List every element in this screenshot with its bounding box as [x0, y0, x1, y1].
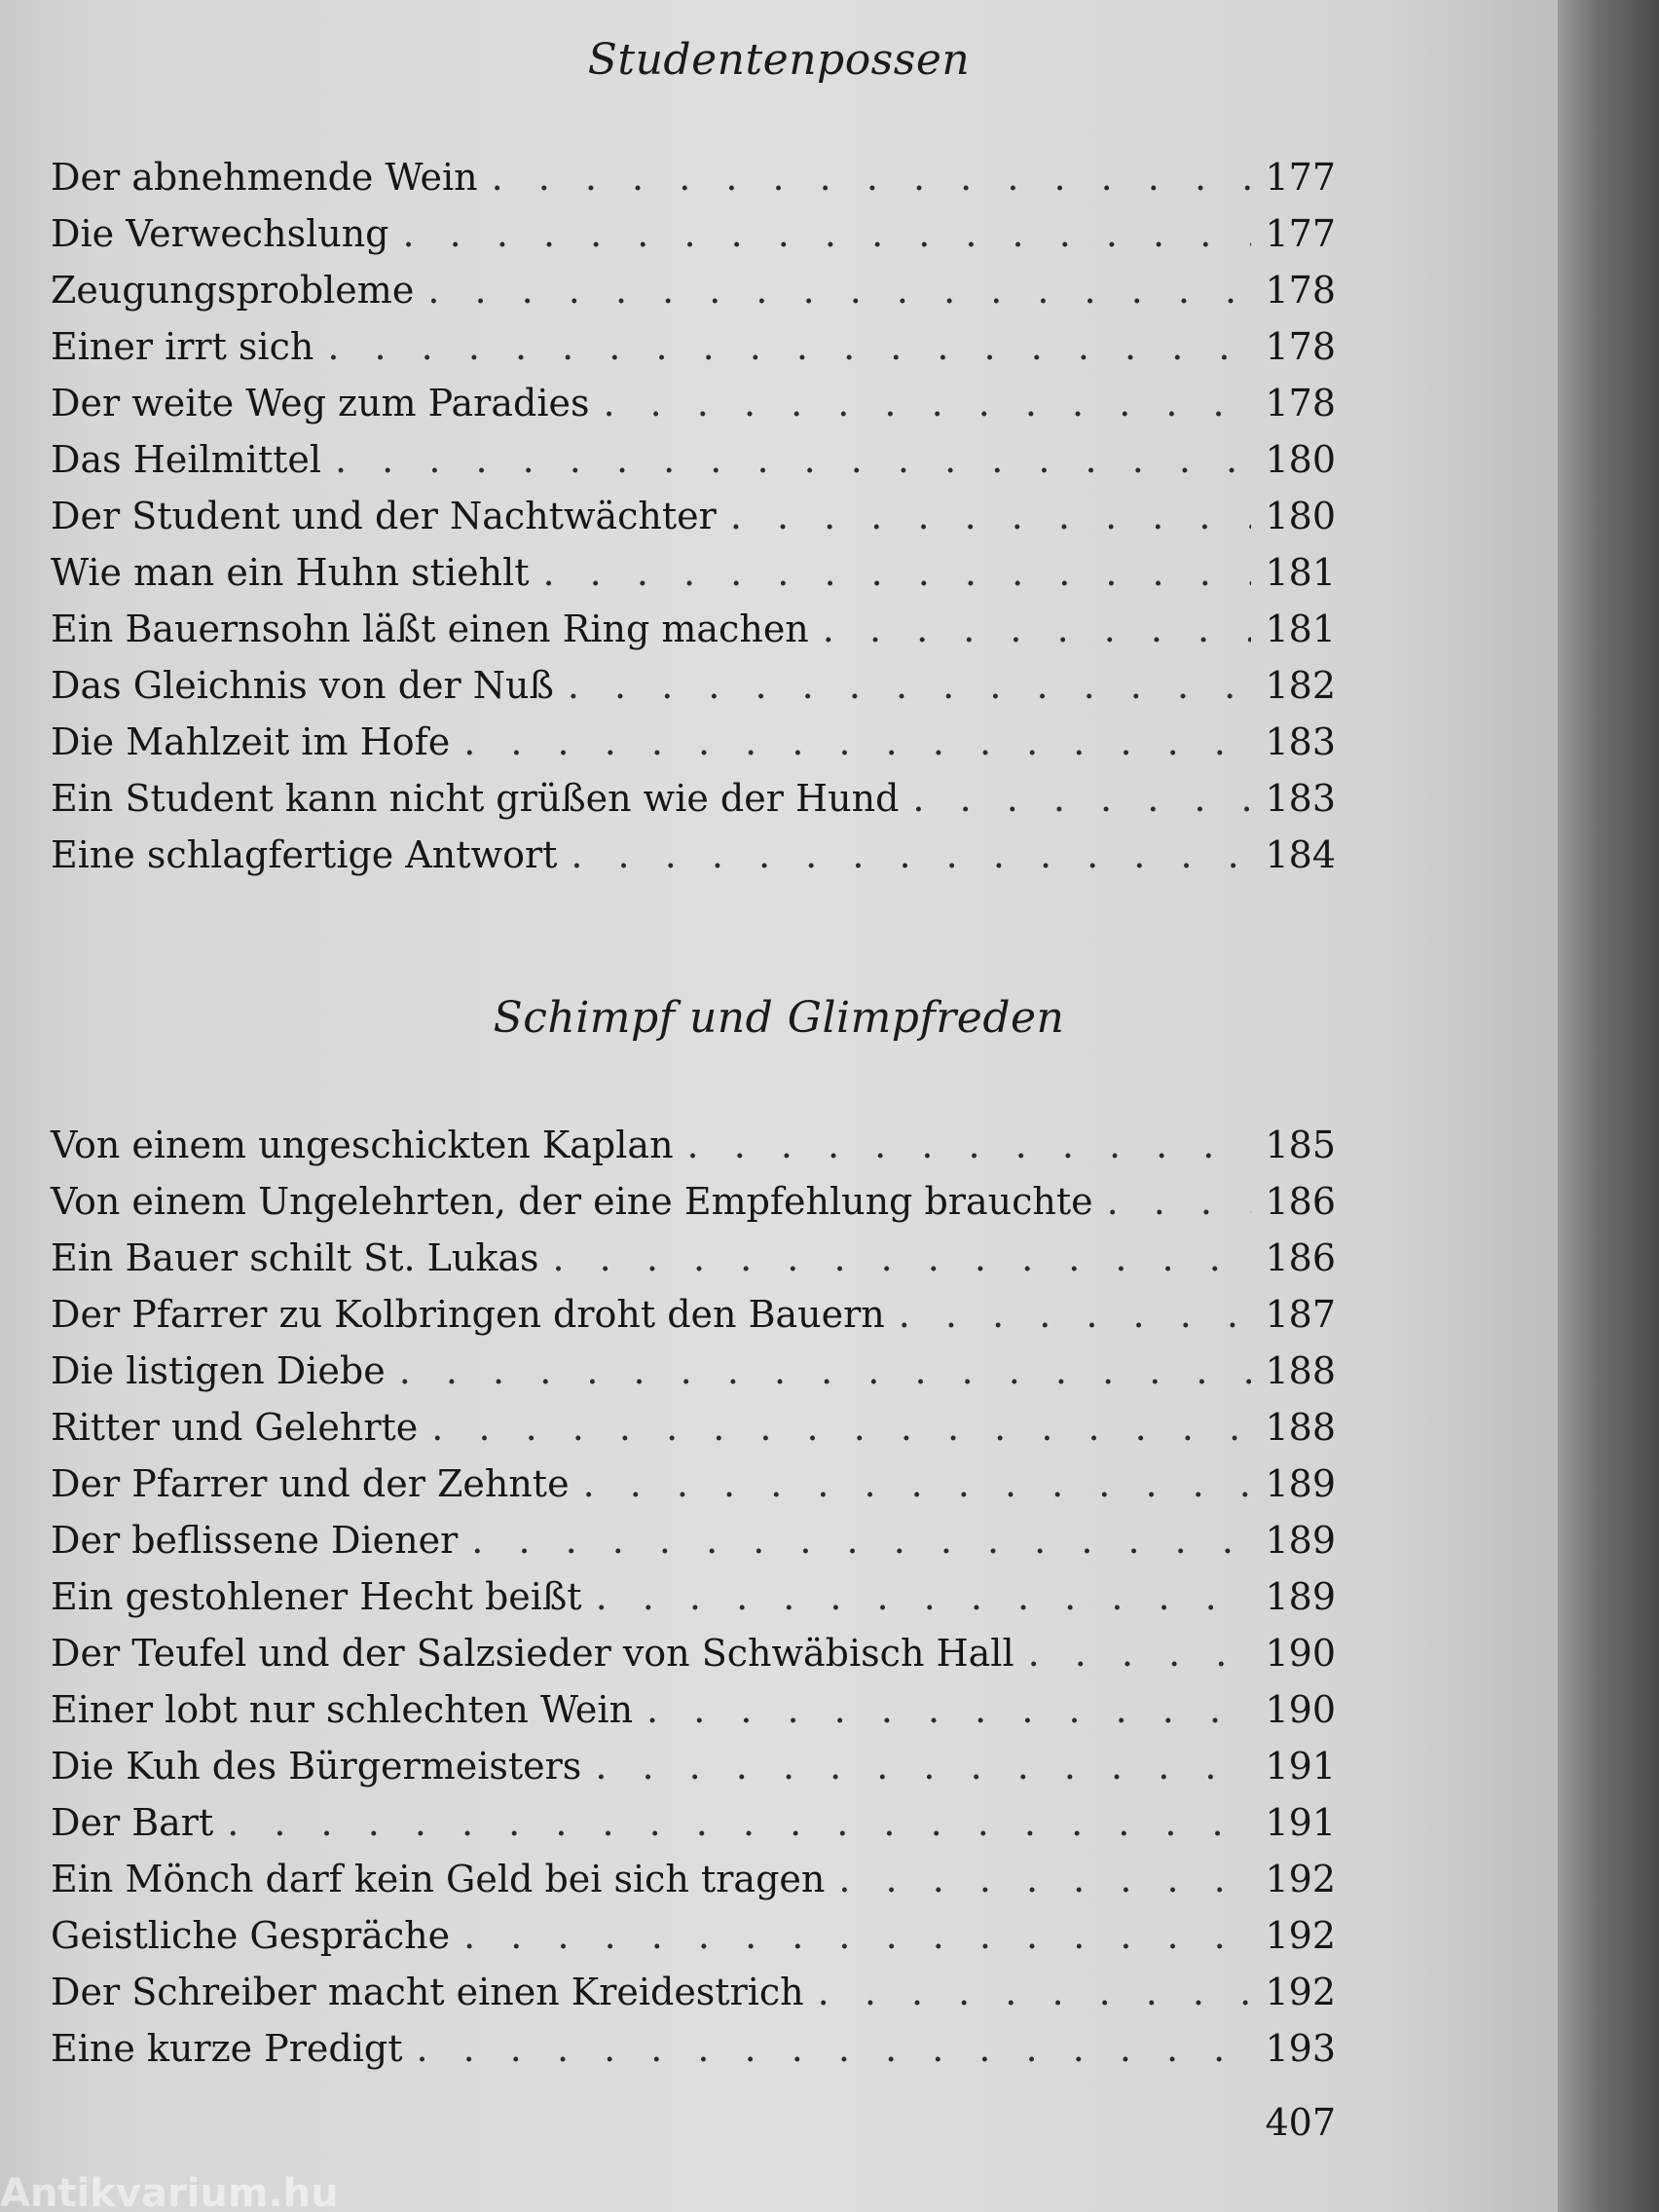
toc-entry-title: Die Mahlzeit im Hofe: [51, 720, 451, 763]
toc-entry-title: Einer irrt sich: [51, 325, 314, 368]
toc-entry-page: 192: [1265, 1971, 1336, 2013]
toc-entry-title: Eine schlagfertige Antwort: [51, 833, 558, 876]
toc-entry: [51, 713, 1336, 763]
toc-entry-title: Der beflissene Diener: [51, 1519, 459, 1562]
toc-entry-title: Ein Mönch darf kein Geld bei sich tragen: [51, 1858, 826, 1900]
toc-entry: [51, 1511, 1336, 1562]
toc-entry: [51, 487, 1336, 537]
toc-entry-title: Der Pfarrer zu Kolbringen droht den Bauern: [51, 1293, 885, 1336]
toc-entry: [51, 1624, 1336, 1675]
toc-leader-dots: [1107, 1180, 1252, 1223]
toc-entry-page: 184: [1265, 833, 1336, 876]
toc-leader-dots: [838, 1858, 1251, 1900]
toc-entry-page: 189: [1265, 1519, 1336, 1562]
toc-entry-title: Ein Bauer schilt St. Lukas: [51, 1236, 539, 1279]
toc-entry-title: Von einem Ungelehrten, der eine Empfehlung brauchte: [51, 1180, 1093, 1223]
toc-entry-page: 181: [1265, 608, 1336, 650]
toc-entry: [51, 261, 1336, 312]
toc-leader-dots: [399, 1349, 1252, 1392]
toc-entry-title: Eine kurze Predigt: [51, 2027, 403, 2070]
watermark: Antikvarium.hu: [0, 2171, 339, 2212]
section-heading-studentenpossen: Studentenpossen: [587, 35, 971, 85]
toc-entry-page: 178: [1265, 269, 1336, 312]
toc-entry-page: 183: [1265, 777, 1336, 820]
toc-leader-dots: [687, 1124, 1252, 1166]
toc-entry-page: 193: [1265, 2027, 1336, 2070]
toc-entry: [51, 1680, 1336, 1731]
toc-entry-title: Die Kuh des Bürgermeisters: [51, 1745, 582, 1788]
toc-leader-dots: [818, 1971, 1252, 2013]
toc-entry-title: Die Verwechslung: [51, 212, 389, 255]
toc-entry-page: 178: [1265, 325, 1336, 368]
toc-entry: [51, 317, 1336, 368]
toc-entry-page: 189: [1265, 1462, 1336, 1505]
toc-entry: [51, 600, 1336, 650]
toc-entry-title: Ein Student kann nicht grüßen wie der Hund: [51, 777, 900, 820]
section-heading-schimpf-und-glimpfreden: Schimpf und Glimpfreden: [493, 993, 1065, 1043]
toc-entry: [51, 1963, 1336, 2013]
toc-entry-title: Zeugungsprobleme: [51, 269, 415, 312]
toc-entry: [51, 1398, 1336, 1449]
toc-leader-dots: [463, 720, 1251, 763]
toc-entry: [51, 204, 1336, 255]
toc-entry-page: 180: [1265, 495, 1336, 537]
toc-entry-page: 192: [1265, 1914, 1336, 1957]
toc-leader-dots: [553, 1236, 1252, 1279]
book-edge-shadow: [1558, 0, 1659, 2212]
toc-entry-page: 189: [1265, 1575, 1336, 1618]
toc-entry: [51, 1172, 1336, 1223]
toc-entry-page: 188: [1265, 1406, 1336, 1449]
toc-leader-dots: [730, 495, 1252, 537]
toc-leader-dots: [595, 1745, 1251, 1788]
toc-entry: [51, 148, 1336, 199]
toc-leader-dots: [471, 1519, 1251, 1562]
toc-entry-page: 188: [1265, 1349, 1336, 1392]
toc-leader-dots: [403, 212, 1252, 255]
toc-entry: [51, 1567, 1336, 1618]
toc-leader-dots: [568, 664, 1252, 707]
toc-entry: [51, 1285, 1336, 1336]
toc-leader-dots: [912, 777, 1251, 820]
toc-leader-dots: [431, 1406, 1251, 1449]
toc-entry: [51, 2019, 1336, 2070]
toc-entry-title: Geistliche Gespräche: [51, 1914, 451, 1957]
toc-leader-dots: [571, 833, 1251, 876]
toc-leader-dots: [1028, 1632, 1252, 1675]
toc-leader-dots: [646, 1688, 1251, 1731]
toc-entry-page: 182: [1265, 664, 1336, 707]
toc-leader-dots: [899, 1293, 1252, 1336]
toc-entry-page: 177: [1265, 156, 1336, 199]
toc-leader-dots: [327, 325, 1251, 368]
toc-entry-page: 185: [1265, 1124, 1336, 1166]
toc-entry-title: Ein gestohlener Hecht beißt: [51, 1575, 582, 1618]
toc-entry: [51, 656, 1336, 707]
toc-entry-page: 178: [1265, 382, 1336, 424]
toc-entry-title: Der Teufel und der Salzsieder von Schwäbisch Hall: [51, 1632, 1014, 1675]
toc-entry-page: 187: [1265, 1293, 1336, 1336]
toc-entry-title: Die listigen Diebe: [51, 1349, 386, 1392]
toc-entry-title: Der weite Weg zum Paradies: [51, 382, 590, 424]
toc-entry-title: Das Heilmittel: [51, 438, 322, 481]
toc-entry: [51, 543, 1336, 594]
toc-entry: [51, 1455, 1336, 1505]
toc-leader-dots: [492, 156, 1252, 199]
toc-entry-title: Der Student und der Nachtwächter: [51, 495, 717, 537]
toc-entry-title: Ein Bauernsohn läßt einen Ring machen: [51, 608, 809, 650]
toc-leader-dots: [427, 269, 1251, 312]
toc-entry-page: 190: [1265, 1688, 1336, 1731]
toc-entry-page: 180: [1265, 438, 1336, 481]
toc-leader-dots: [335, 438, 1251, 481]
toc-leader-dots: [823, 608, 1252, 650]
toc-entry: [51, 1116, 1336, 1166]
toc-entry-page: 192: [1265, 1858, 1336, 1900]
toc-entry-page: 191: [1265, 1745, 1336, 1788]
toc-entry-title: Der Bart: [51, 1801, 214, 1844]
toc-entry: [51, 1793, 1336, 1844]
toc-entry: [51, 1737, 1336, 1788]
toc-entry-title: Einer lobt nur schlechten Wein: [51, 1688, 634, 1731]
page-number: 407: [1265, 2101, 1336, 2144]
toc-entry: [51, 1850, 1336, 1900]
toc-entry: [51, 826, 1336, 876]
toc-entry-page: 181: [1265, 551, 1336, 594]
toc-leader-dots: [583, 1462, 1252, 1505]
toc-entry-page: 177: [1265, 212, 1336, 255]
toc-entry: [51, 1342, 1336, 1392]
toc-entry-title: Wie man ein Huhn stiehlt: [51, 551, 530, 594]
toc-entry-page: 186: [1265, 1236, 1336, 1279]
toc-leader-dots: [463, 1914, 1251, 1957]
toc-entry-title: Der Schreiber macht einen Kreidestrich: [51, 1971, 804, 2013]
toc-leader-dots: [416, 2027, 1251, 2070]
toc-leader-dots: [227, 1801, 1251, 1844]
toc-entry: [51, 374, 1336, 424]
toc-leader-dots: [603, 382, 1251, 424]
toc-entry-page: 183: [1265, 720, 1336, 763]
toc-entry-page: 190: [1265, 1632, 1336, 1675]
toc-leader-dots: [596, 1575, 1252, 1618]
toc-entry-title: Der Pfarrer und der Zehnte: [51, 1462, 570, 1505]
toc-entry-title: Der abnehmende Wein: [51, 156, 478, 199]
toc-entry: [51, 430, 1336, 481]
toc-entry-title: Von einem ungeschickten Kaplan: [51, 1124, 674, 1166]
toc-entry: [51, 1229, 1336, 1279]
toc-entry: [51, 1906, 1336, 1957]
toc-entry-page: 186: [1265, 1180, 1336, 1223]
toc-entry-page: 191: [1265, 1801, 1336, 1844]
toc-entry-title: Das Gleichnis von der Nuß: [51, 664, 554, 707]
toc-leader-dots: [543, 551, 1252, 594]
toc-entry: [51, 769, 1336, 820]
toc-entry-title: Ritter und Gelehrte: [51, 1406, 419, 1449]
